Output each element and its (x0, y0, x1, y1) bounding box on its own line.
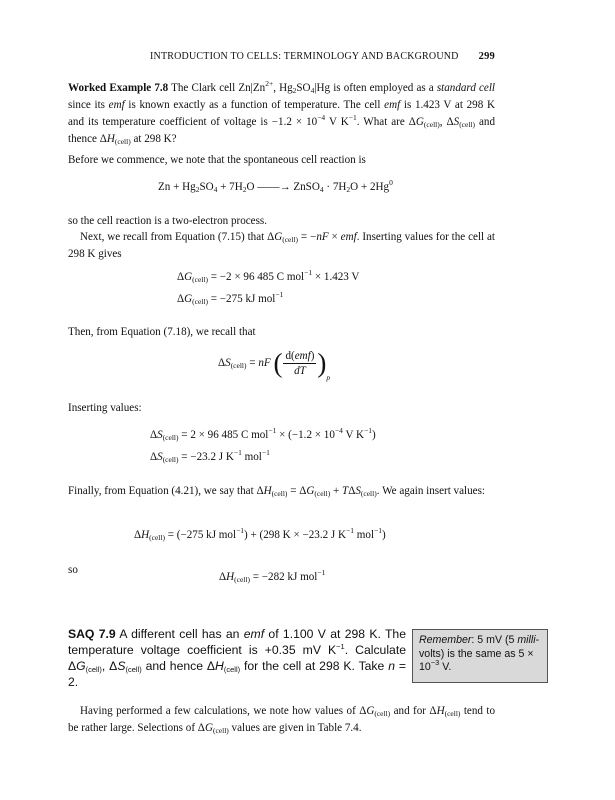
para-sub: (cell) (314, 489, 331, 498)
saq-text: , Δ (101, 659, 118, 673)
we-italic: S (453, 116, 460, 128)
eq-text: Δ (177, 293, 185, 305)
eq-sup: −1 (346, 526, 354, 535)
eq-sup: −1 (364, 426, 373, 435)
eq-text: = 2 × 96 485 C mol (178, 429, 269, 441)
two-electron-paragraph: so the cell reaction is a two-electron process. (68, 215, 267, 227)
eq-sub: (cell) (234, 575, 250, 584)
cell-reaction-equation (158, 178, 393, 194)
saq-italic: emf (243, 627, 265, 641)
eq-italic: G (184, 293, 193, 305)
eq-text: Δ (218, 357, 226, 370)
eq-sub: 2 (346, 185, 351, 194)
para-italic: G (306, 485, 315, 497)
para-text: = − (298, 231, 317, 243)
we-text: SO (296, 82, 311, 94)
then-recall-paragraph: Then, from Equation (7.18), we recall that (68, 326, 256, 338)
saq-sub: (cell) (125, 665, 142, 674)
eq-text: = −23.2 J K (178, 451, 234, 463)
para-italic: G (366, 705, 375, 717)
saq-text: A different cell has an (115, 627, 244, 641)
eq-text: O + 2Hg (350, 181, 390, 193)
delta-g-equation-1 (177, 268, 360, 284)
eq-sub: (cell) (192, 275, 208, 284)
saq-text: of 1.100 V at 298 K. The temperature voltage coefficient is +0.35 mV K (68, 627, 406, 657)
we-italic: standard cell (436, 82, 495, 94)
eq-text: + 7H (217, 181, 243, 193)
para-text: Next, we recall from Equation (7.15) that Δ (80, 231, 275, 243)
para-text: Δ (348, 485, 356, 497)
inserting-label: Inserting values: (68, 402, 142, 414)
para-text: tend to be rather large. Selections of Δ (68, 705, 495, 734)
para-text: Finally, from Equation (4.21), we say that Δ (68, 485, 264, 497)
para-text: and for Δ (390, 705, 437, 717)
note-text: : 5 mV (5 (471, 634, 518, 646)
eq-sup: −1 (304, 268, 313, 277)
saq-italic: n (388, 659, 395, 673)
we-italic: H (106, 133, 115, 145)
we-sup: 2+ (265, 79, 274, 88)
eq-italic: G (184, 271, 193, 283)
we-sup: −1 (348, 113, 357, 122)
eq-text: Δ (150, 429, 158, 441)
eq-text: mol (354, 529, 375, 541)
worked-example-label: Worked Example 7.8 (68, 82, 169, 94)
worked-example-paragraph (68, 80, 495, 148)
eq-italic: S (157, 429, 163, 441)
eq-italic: H (226, 571, 235, 583)
we-sub: 2 (292, 86, 297, 95)
before-paragraph: Before we commence, we note that the spontaneous cell reaction is (68, 154, 366, 166)
eq-italic: S (225, 357, 231, 370)
para-italic: G (204, 722, 213, 734)
running-header (150, 51, 495, 65)
delta-h-equation-1 (134, 526, 386, 542)
saq-label: SAQ 7.9 (68, 627, 116, 641)
we-text: . What are Δ (356, 116, 416, 128)
we-sub: (cell) (114, 137, 131, 146)
note-text: -volts) is the same as 5 × 10 (419, 634, 540, 673)
para-text: Having performed a few calculations, we note how values of Δ (80, 705, 367, 717)
eq-text: = −282 kJ mol (249, 571, 318, 583)
we-italic: emf (108, 99, 125, 111)
right-paren: ) (317, 348, 327, 378)
eq-sub: (cell) (162, 455, 179, 464)
saq-sub: (cell) (223, 665, 241, 674)
eq-sub: p (326, 373, 331, 383)
next-recall-paragraph (68, 229, 495, 263)
eq-text: = −275 kJ mol (207, 293, 276, 305)
saq-sub: (cell) (85, 665, 102, 674)
fraction-numerator (283, 349, 316, 364)
eq-italic: emf (294, 350, 311, 362)
we-text: V K (325, 116, 349, 128)
para-italic: S (355, 485, 361, 497)
we-text: is known exactly as a function of temperature. The cell (124, 99, 385, 111)
so-word: so (68, 564, 78, 576)
para-text: × (328, 231, 341, 243)
header-title: INTRODUCTION TO CELLS: TERMINOLOGY AND BACKGROUND (150, 51, 459, 62)
eq-text: = −2 × 96 485 C mol (207, 271, 305, 283)
eq-text: SO (199, 181, 214, 193)
eq-italic: H (141, 529, 150, 541)
saq-italic: G (76, 659, 86, 673)
para-sub: (cell) (360, 489, 377, 498)
eq-sup: −1 (275, 290, 284, 299)
eq-text: Δ (150, 451, 158, 463)
page-number: 299 (478, 51, 495, 62)
eq-text: × 1.423 V (312, 271, 360, 283)
eq-italic: S (157, 451, 163, 463)
closing-paragraph (68, 703, 495, 737)
eq-text: Δ (177, 271, 185, 283)
eq-sup: −1 (374, 526, 383, 535)
saq-sup: −1 (336, 642, 345, 651)
eq-text: ) (382, 529, 386, 541)
we-sub: (cell) (459, 120, 476, 129)
eq-sup: −1 (236, 526, 245, 535)
eq-sub: 2 (195, 185, 200, 194)
para-italic: nF (316, 231, 329, 243)
saq-italic: S (117, 659, 126, 673)
delta-s-definition (218, 348, 331, 383)
note-text: V. (439, 661, 452, 673)
remember-note (412, 629, 548, 683)
para-text: = Δ (287, 485, 307, 497)
eq-sub: (cell) (230, 361, 247, 371)
note-sup: −3 (430, 658, 440, 667)
we-sub: (cell) (423, 120, 440, 129)
para-italic: H (263, 485, 272, 497)
eq-sup: −1 (233, 448, 242, 457)
saq-italic: H (215, 659, 224, 673)
we-text: since its (68, 99, 109, 111)
saq-text: . Calculate Δ (68, 643, 406, 673)
we-sub: 4 (310, 86, 315, 95)
eq-text: ) (310, 350, 315, 362)
eq-text: Δ (219, 571, 227, 583)
we-text: at 298 K? (130, 133, 177, 145)
eq-text: O ——→ ZnSO (246, 181, 320, 193)
saq-7-9 (68, 626, 406, 690)
para-italic: T (342, 485, 349, 497)
para-sub: (cell) (374, 709, 391, 718)
eq-sub: (cell) (149, 533, 165, 542)
we-sup: −4 (317, 113, 326, 122)
eq-sup: −1 (268, 426, 277, 435)
we-text: is 1.423 V at 298 K and its temperature coefficient of voltage is −1.2 × 10 (68, 99, 495, 128)
left-paren: ( (273, 348, 283, 378)
para-italic: emf (340, 231, 357, 243)
eq-sub: 2 (242, 185, 247, 194)
eq-text: Δ (134, 529, 142, 541)
eq-sub: 4 (213, 185, 218, 194)
eq-sub: 4 (319, 185, 324, 194)
eq-text: = (246, 357, 259, 370)
para-sub: (cell) (444, 709, 461, 718)
eq-text: Zn + Hg (158, 181, 196, 193)
para-sub: (cell) (271, 489, 288, 498)
eq-sub: (cell) (162, 433, 179, 442)
eq-text: mol (241, 451, 262, 463)
eq-text: ) (372, 429, 376, 441)
eq-text: · 7H (323, 181, 347, 193)
eq-sup: 0 (389, 178, 393, 187)
delta-s-equation-2 (150, 448, 270, 464)
remember-label: Remember (419, 634, 472, 646)
delta-g-equation-2 (177, 290, 284, 306)
saq-text: for the cell at 298 K. Take (240, 659, 389, 673)
derivative-fraction (283, 349, 316, 378)
para-text: . Inserting values for the cell at 298 K gives (68, 231, 496, 260)
eq-sub: (cell) (192, 297, 208, 306)
eq-sup: −1 (261, 448, 270, 457)
para-sub: (cell) (212, 726, 229, 735)
eq-sup: −4 (334, 426, 343, 435)
we-italic: emf (384, 99, 401, 111)
eq-text: d( (285, 350, 295, 362)
fraction-denominator: dT (294, 365, 306, 377)
para-sub: (cell) (282, 235, 299, 244)
eq-italic: nF (258, 357, 271, 370)
finally-paragraph (68, 483, 495, 500)
we-text: and thence Δ (68, 116, 496, 145)
note-italic: milli (517, 634, 536, 646)
para-text: + (330, 485, 343, 497)
eq-text: V K (342, 429, 365, 441)
we-text: The Clark cell Zn|Zn (171, 82, 266, 94)
delta-h-equation-2 (219, 568, 326, 584)
we-italic: G (415, 116, 424, 128)
eq-sup: −1 (317, 568, 326, 577)
saq-text: and hence Δ (141, 659, 216, 673)
delta-s-equation-1 (150, 426, 376, 442)
para-italic: H (436, 705, 445, 717)
we-text: |Hg is often employed as a (314, 82, 437, 94)
para-italic: G (274, 231, 283, 243)
para-text: . We again insert values: (376, 485, 485, 497)
eq-text: × (−1.2 × 10 (276, 429, 335, 441)
eq-text: = (−275 kJ mol (164, 529, 237, 541)
we-text: , Δ (439, 116, 454, 128)
saq-text: = 2. (68, 659, 406, 689)
eq-text: ) + (298 K × −23.2 J K (244, 529, 347, 541)
para-text: values are given in Table 7.4. (228, 722, 362, 734)
we-text: , Hg (273, 82, 293, 94)
